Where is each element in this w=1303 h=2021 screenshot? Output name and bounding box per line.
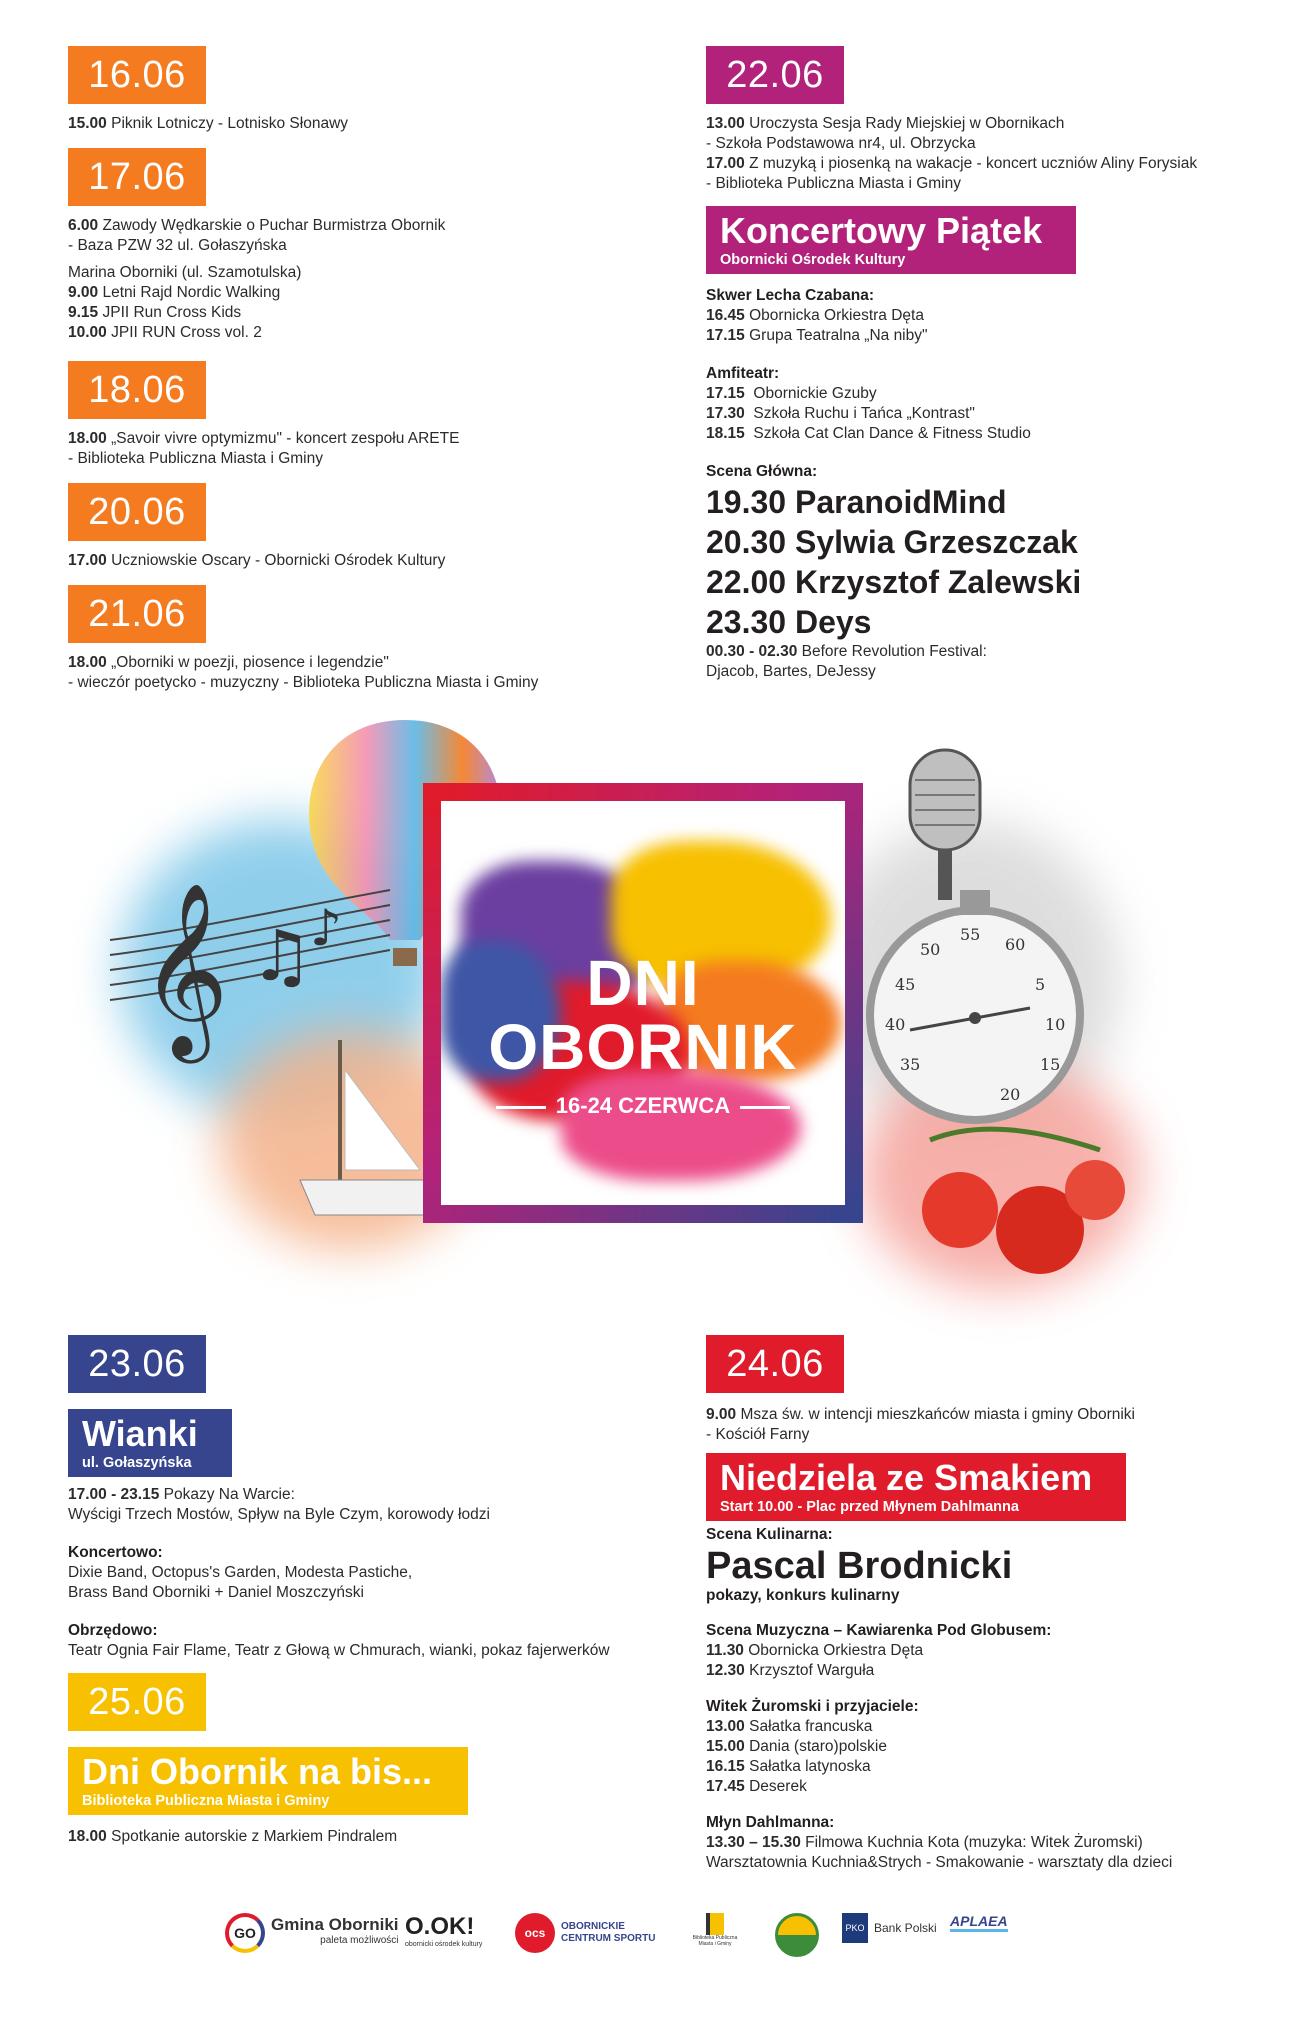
wianki-banner	[68, 1409, 232, 1477]
event-line: 17.15 Grupa Teatralna „Na niby"	[706, 327, 928, 344]
event-line: Dixie Band, Octopus's Garden, Modesta Pastiche,	[68, 1564, 413, 1581]
svg-text:♫: ♫	[250, 915, 313, 997]
day-20-06	[68, 483, 608, 571]
headliner: 19.30 ParanoidMind	[706, 484, 1007, 520]
banner-title: Niedziela ze Smakiem	[720, 1457, 1093, 1498]
left-top-column	[68, 46, 608, 693]
headliner: 22.00 Krzysztof Zalewski	[706, 564, 1082, 600]
right-top-column	[706, 46, 1266, 682]
event-line: 13.00 Uroczysta Sesja Rady Miejskiej w Obornikach	[706, 115, 1065, 132]
event-line: 18.00 „Oborniki w poezji, piosence i legendzie"	[68, 654, 389, 671]
book-icon	[706, 1913, 724, 1935]
day-24-06	[706, 1335, 1266, 1873]
date-badge: 20.06	[68, 483, 206, 541]
day-22-06	[706, 46, 1266, 682]
svg-text:45: 45	[895, 975, 916, 994]
date-badge: 18.06	[68, 361, 206, 419]
event-line: 9.00 Msza św. w intencji mieszkańców miasta i gminy Oborniki	[706, 1406, 1135, 1423]
title-frame	[423, 783, 863, 1223]
hero-illustration	[100, 700, 1210, 1340]
date-badge: 17.06	[68, 148, 206, 206]
day-18-06	[68, 361, 608, 469]
venue-label: Amfiteatr:	[706, 365, 780, 382]
chef-name: Pascal Brodnicki	[706, 1545, 1013, 1587]
event-line: 6.00 Zawody Wędkarskie o Puchar Burmistrza Obornik	[68, 217, 446, 234]
event-line: - Biblioteka Publiczna Miasta i Gminy	[706, 175, 961, 192]
event-line: - Szkoła Podstawowa nr4, ul. Obrzycka	[706, 135, 976, 152]
venue-label: Skwer Lecha Czabana:	[706, 287, 874, 304]
event-line: 13.00 Sałatka francuska	[706, 1718, 873, 1735]
aplaea-logo: APLAEA	[950, 1913, 1008, 1932]
event-line: 11.30 Obornicka Orkiestra Dęta	[706, 1642, 924, 1659]
event-line: 10.00 JPII RUN Cross vol. 2	[68, 324, 262, 341]
banner-subtitle: Biblioteka Publiczna Miasta i Gminy	[82, 1793, 330, 1809]
niedziela-ze-smakiem-banner	[706, 1453, 1126, 1521]
date-badge: 23.06	[68, 1335, 206, 1393]
biblioteka-logo: Biblioteka Publiczna Miasta i Gminy	[685, 1913, 745, 1947]
event-line: 16.15 Sałatka latynoska	[706, 1758, 871, 1775]
hero-title: DNI OBORNIK	[488, 947, 798, 1083]
event-line: 17.15 Obornickie Gzuby	[706, 385, 877, 402]
chef-subtitle: pokazy, konkurs kulinarny	[706, 1587, 900, 1604]
event-line: 18.15 Szkoła Cat Clan Dance & Fitness Studio	[706, 425, 1031, 442]
tomatoes-icon	[900, 1110, 1130, 1290]
right-bottom-column	[706, 1335, 1266, 1873]
date-badge: 16.06	[68, 46, 206, 104]
svg-text:20: 20	[1000, 1085, 1021, 1104]
banner-subtitle: Start 10.00 - Plac przed Młynem Dahlmanna	[720, 1499, 1019, 1515]
event-line: Djacob, Bartes, DeJessy	[706, 663, 876, 680]
day-23-06	[68, 1335, 648, 1661]
dni-obornik-na-bis-banner	[68, 1747, 468, 1815]
event-line: - Baza PZW 32 ul. Gołaszyńska	[68, 237, 287, 254]
sponsor-logos	[0, 1905, 1303, 1975]
day-17-06	[68, 148, 608, 343]
event-line: 16.45 Obornicka Orkiestra Dęta	[706, 307, 924, 324]
event-line: - wieczór poetycko - muzyczny - Biblioteka Publiczna Miasta i Gminy	[68, 674, 539, 691]
event-line: 12.30 Krzysztof Warguła	[706, 1662, 875, 1679]
left-bottom-column	[68, 1335, 648, 1847]
venue-label: Scena Główna:	[706, 463, 818, 480]
banner-title: Koncertowy Piątek	[720, 210, 1043, 251]
event-line: Brass Band Oborniki + Daniel Moszczyński	[68, 1584, 364, 1601]
event-line: - Biblioteka Publiczna Miasta i Gminy	[68, 450, 323, 467]
venue-line: Marina Oborniki (ul. Szamotulska)	[68, 264, 302, 281]
venue-label: Witek Żuromski i przyjaciele:	[706, 1698, 919, 1715]
banner-title: Wianki	[82, 1413, 198, 1454]
svg-text:40: 40	[885, 1015, 906, 1034]
event-line: Warsztatownia Kuchnia&Strych - Smakowanie - warsztaty dla dzieci	[706, 1854, 1173, 1871]
date-badge: 21.06	[68, 585, 206, 643]
venue-label: Scena Kulinarna:	[706, 1526, 833, 1543]
event-line: - Kościół Farny	[706, 1426, 810, 1443]
event-line: 13.30 – 15.30 Filmowa Kuchnia Kota (muzyka: Witek Żuromski)	[706, 1834, 1143, 1851]
svg-text:50: 50	[920, 940, 941, 959]
date-badge: 24.06	[706, 1335, 844, 1393]
event-line: 17.00 Z muzyką i piosenką na wakacje - koncert uczniów Aliny Forysiak	[706, 155, 1198, 172]
day-25-06	[68, 1673, 648, 1847]
banner-subtitle: Obornicki Ośrodek Kultury	[720, 252, 906, 268]
event-line: 15.00 Piknik Lotniczy - Lotnisko Słonawy	[68, 115, 349, 132]
venue-label: Obrzędowo:	[68, 1622, 158, 1639]
event-line: Teatr Ognia Fair Flame, Teatr z Głową w Chmurach, wianki, pokaz fajerwerków	[68, 1642, 610, 1659]
day-16-06	[68, 46, 608, 134]
svg-text:55: 55	[960, 925, 981, 944]
hero-subtitle: 16-24 CZERWCA	[441, 1093, 845, 1119]
svg-text:10: 10	[1045, 1015, 1066, 1034]
event-line: 17.45 Deserek	[706, 1778, 807, 1795]
svg-text:35: 35	[900, 1055, 921, 1074]
ocs-badge-icon: ocs	[515, 1913, 555, 1953]
gmina-oborniki-logo: GO Gmina Oborniki paleta możliwości	[225, 1913, 399, 1953]
ook-logo: O.OK! obornicki ośrodek kultury	[405, 1913, 483, 1948]
koncertowy-piatek-banner	[706, 206, 1076, 274]
pko-bank-logo: PKO Bank Polski	[842, 1913, 937, 1943]
ocs-logo: ocs OBORNICKIE CENTRUM SPORTU	[515, 1913, 661, 1953]
headliner: 20.30 Sylwia Grzeszczak	[706, 524, 1078, 560]
event-line: 18.00 Spotkanie autorskie z Markiem Pindralem	[68, 1828, 398, 1845]
venue-label: Scena Muzyczna – Kawiarenka Pod Globusem:	[706, 1622, 1052, 1639]
svg-text:60: 60	[1005, 935, 1026, 954]
event-line: 9.00 Letni Rajd Nordic Walking	[68, 284, 281, 301]
event-line: 17.30 Szkoła Ruchu i Tańca „Kontrast"	[706, 405, 975, 422]
event-line: 00.30 - 02.30 Before Revolution Festival:	[706, 643, 987, 660]
pko-icon: PKO	[842, 1913, 868, 1943]
svg-text:♪: ♪	[310, 899, 342, 957]
svg-text:5: 5	[1035, 975, 1046, 994]
venue-label: Młyn Dahlmanna:	[706, 1814, 835, 1831]
event-line: 15.00 Dania (staro)polskie	[706, 1738, 887, 1755]
mountain-badge-icon	[775, 1913, 819, 1957]
svg-text:15: 15	[1040, 1055, 1061, 1074]
banner-title: Dni Obornik na bis...	[82, 1751, 433, 1792]
event-line: 17.00 Uczniowskie Oscary - Obornicki Ośrodek Kultury	[68, 552, 446, 569]
go-circle-icon: GO	[225, 1913, 265, 1953]
date-badge: 22.06	[706, 46, 844, 104]
headliner: 23.30 Deys	[706, 604, 872, 640]
banner-subtitle: ul. Gołaszyńska	[82, 1455, 192, 1471]
event-line: 9.15 JPII Run Cross Kids	[68, 304, 242, 321]
date-badge: 25.06	[68, 1673, 206, 1731]
event-line: Wyścigi Trzech Mostów, Spływ na Byle Czym, korowody łodzi	[68, 1506, 490, 1523]
stopwatch-icon	[860, 880, 1090, 1130]
day-21-06	[68, 585, 608, 693]
event-line: 18.00 „Savoir vivre optymizmu" - koncert zespołu ARETE	[68, 430, 460, 447]
venue-label: Koncertowo:	[68, 1544, 163, 1561]
event-line: 17.00 - 23.15 Pokazy Na Warcie:	[68, 1486, 295, 1503]
svg-text:𝄞: 𝄞	[140, 882, 229, 1056]
